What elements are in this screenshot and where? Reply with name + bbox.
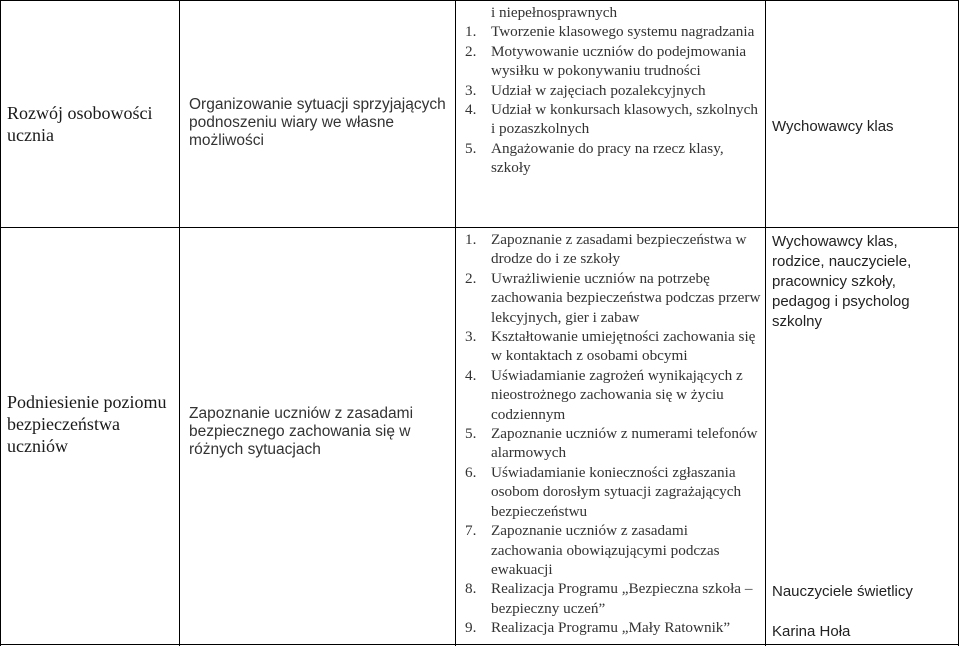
table-border-bottom <box>0 644 959 645</box>
list-item: 5. Angażowanie do pracy na rzecz klasy, szkoły <box>465 139 724 177</box>
list-item: 4. Uświadamianie zagrożeń wynikających z nieostrożnego zachowania się w życiu codziennym <box>465 366 743 423</box>
responsible-cell <box>772 117 954 137</box>
goal-cell <box>189 405 451 459</box>
goal-text: Zapoznanie uczniów z zasadami bezpiecznego zachowania się w różnych sytuacjach <box>189 405 414 458</box>
list-item: 2. Motywowanie uczniów do podejmowania wysiłku w pokonywaniu trudności <box>465 42 747 80</box>
tasks-cell <box>465 230 761 638</box>
table-border-left <box>0 0 1 646</box>
responsible-extra-text: Nauczyciele świetlicy <box>772 583 913 600</box>
list-item: 1. Tworzenie klasowego systemu nagradzania <box>465 23 755 41</box>
list-item: 8. Realizacja Programu „Bezpieczna szkoła – bezpieczny uczeń” <box>465 580 753 617</box>
tasks-cell <box>465 3 761 178</box>
column-divider-2 <box>455 0 456 646</box>
list-item: 7. Zapoznanie uczniów z zasadami zachowania obowiązującymi podczas ewakuacji <box>465 522 720 578</box>
list-item: 3. Kształtowanie umiejętności zachowania się w kontaktach z osobami obcymi <box>465 328 756 365</box>
area-cell <box>7 391 177 457</box>
list-item: 9. Realizacja Programu „Mały Ratownik” <box>465 619 731 637</box>
list-item: 3. Udział w zajęciach pozalekcyjnych <box>465 81 706 99</box>
table-border-right <box>958 0 959 646</box>
responsible-extra-1 <box>772 582 954 602</box>
responsible-cell <box>772 232 954 332</box>
goal-text: Organizowanie sytuacji sprzyjających podnoszeniu wiary we własne możliwości <box>189 96 446 149</box>
table-border-top <box>0 0 959 1</box>
responsible-text: Wychowawcy klas <box>772 118 894 135</box>
responsible-extra-2 <box>772 622 954 642</box>
list-item: 6. Uświadamianie konieczności zgłaszania osobom dorosłym sytuacji zagrażających bezpieczeństwu <box>465 463 742 520</box>
responsible-extra-text: Karina Hoła <box>772 623 851 640</box>
list-item: 1. Zapoznanie z zasadami bezpieczeństwa w drodze do i ze szkoły <box>465 231 747 268</box>
list-item: 5. Zapoznanie uczniów z numerami telefonów alarmowych <box>465 425 758 462</box>
area-cell <box>7 102 177 146</box>
goal-cell <box>189 96 451 150</box>
row-divider <box>0 227 959 228</box>
list-item: 2. Uwrażliwienie uczniów na potrzebę zachowania bezpieczeństwa podczas przerw lekcyjnych, gier i zabaw <box>465 269 761 326</box>
list-item: 4. Udział w konkursach klasowych, szkolnych i pozaszkolnych <box>465 101 758 138</box>
area-text: Podniesienie poziomu bezpieczeństwa uczniów <box>7 392 167 456</box>
responsible-text: Wychowawcy klas, rodzice, nauczyciele, pracownicy szkoły, pedagog i psycholog szkolny <box>772 233 912 330</box>
continued-line: i niepełnosprawnych <box>491 4 618 21</box>
column-divider-1 <box>179 0 180 646</box>
column-divider-3 <box>765 0 766 646</box>
area-text: Rozwój osobowości ucznia <box>7 103 153 145</box>
